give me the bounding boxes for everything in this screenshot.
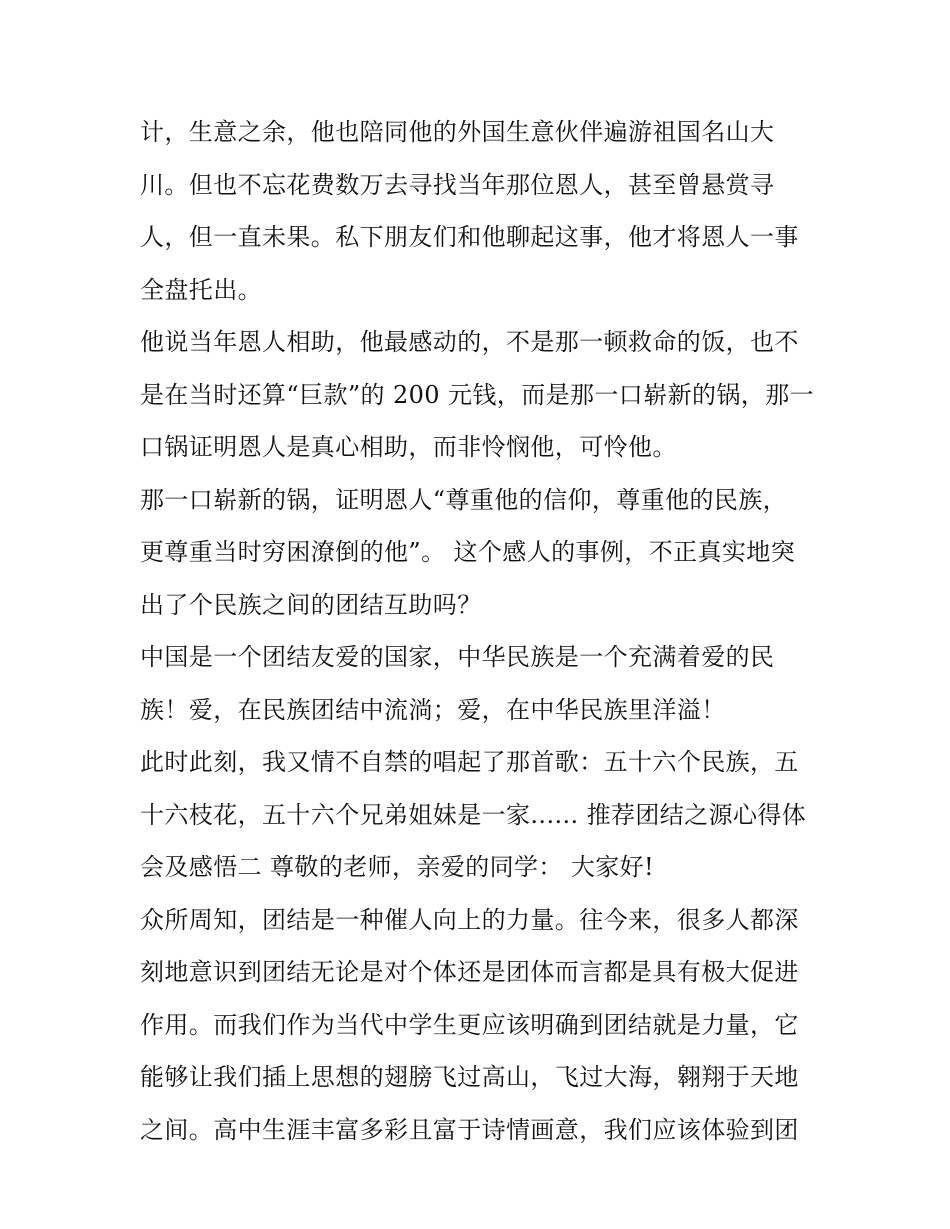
- text-line: 是在当时还算“巨款”的 200 元钱，而是那一口崭新的锅，那一: [140, 380, 815, 409]
- text-line: 他说当年恩人相助，他最感动的，不是那一顿救命的饭，也不: [140, 328, 799, 356]
- text-line: 人，但一直未果。私下朋友们和他聊起这事，他才将恩人一事: [140, 223, 799, 251]
- text-line: 之间。高中生涯丰富多彩且富于诗情画意，我们应该体验到团: [140, 1115, 799, 1144]
- text-line: 会及感悟二 尊敬的老师，亲爱的同学： 大家好!: [140, 853, 655, 881]
- text-line: 口锅证明恩人是真心相助，而非怜悯他，可怜他。: [140, 433, 677, 461]
- text-line: 此时此刻，我又情不自禁的唱起了那首歌：五十六个民族，五: [140, 748, 799, 776]
- document-body: [140, 106, 820, 1156]
- text-line: 族！爱，在民族团结中流淌；爱，在中华民族里洋溢！: [140, 695, 726, 724]
- text-line: 计，生意之余，他也陪同他的外国生意伙伴遍游祖国名山大: [140, 118, 775, 146]
- text-line: 中国是一个团结友爱的国家，中华民族是一个充满着爱的民: [140, 643, 775, 671]
- text-line: 出了个民族之间的团结互助吗？: [140, 590, 482, 619]
- text-line: 刻地意识到团结无论是对个体还是团体而言都是具有极大促进: [140, 958, 799, 986]
- text-line: 那一口崭新的锅，证明恩人“尊重他的信仰，尊重他的民族，: [140, 485, 788, 514]
- text-line: 作用。而我们作为当代中学生更应该明确到团结就是力量，它: [140, 1010, 799, 1039]
- text-line: 十六枝花，五十六个兄弟姐妹是一家...... 推荐团结之源心得体: [140, 800, 807, 829]
- text-line: 能够让我们插上思想的翅膀飞过高山，飞过大海，翱翔于天地: [140, 1063, 799, 1091]
- text-line: 众所周知，团结是一种催人向上的力量。往今来，很多人都深: [140, 905, 799, 934]
- text-line: 更尊重当时穷困潦倒的他”。 这个感人的事例，不正真实地突: [140, 538, 796, 566]
- text-line: 川。但也不忘花费数万去寻找当年那位恩人，甚至曾悬赏寻: [140, 170, 775, 199]
- text-line: 全盘托出。: [140, 275, 262, 304]
